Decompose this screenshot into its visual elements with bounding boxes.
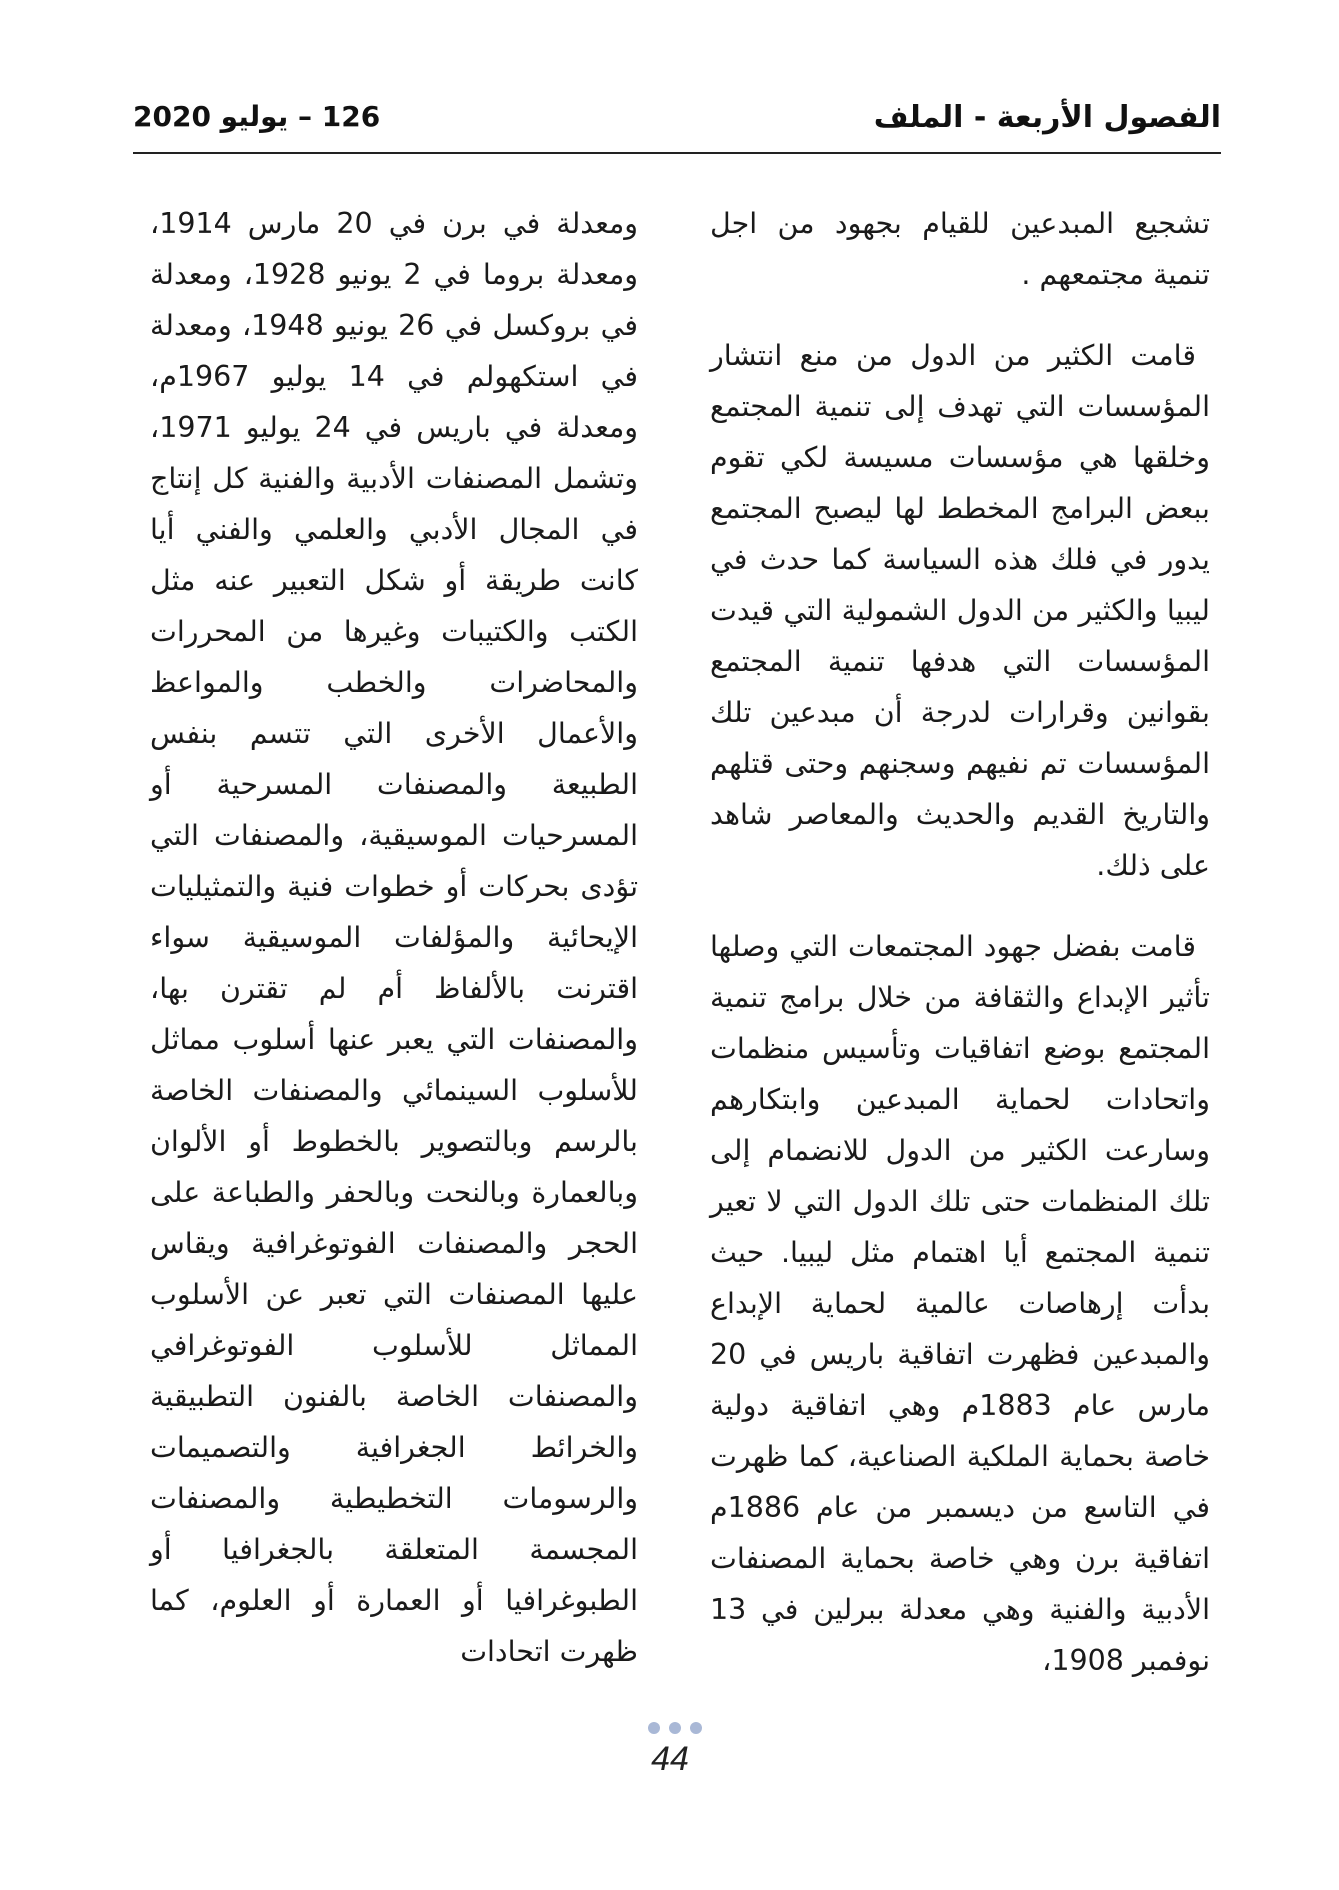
ornament-dot (690, 1722, 702, 1734)
ornament-dots (648, 1722, 708, 1736)
header-divider (133, 152, 1221, 154)
issue-info: 126 – يوليو 2020 (133, 100, 381, 133)
page-number: 44 (651, 1740, 689, 1778)
left-text-column (150, 198, 638, 1677)
paragraph: تشجيع المبدعين للقيام بجهود من اجل تنمية مجتمعهم . (710, 207, 1210, 291)
paragraph: قامت الكثير من الدول من منع انتشار المؤسسات التي تهدف إلى تنمية المجتمع وخلقها هي مؤسسات مسيسة لكي تقوم ببعض البرامج المخطط لها ليصبح المجتمع يدور في فلك هذه السياسة كما حدث في ليبيا والكثير من الدول الشمولية التي قيدت المؤسسات التي هدفها تنمية المجتمع بقوانين وقرارات لدرجة أن مبدعين تلك المؤسسات تم نفيهم وسجنهم وحتى قتلهم والتاريخ القديم والحديث والمعاصر شاهد على ذلك. (710, 339, 1210, 882)
running-header (133, 100, 1221, 152)
journal-title: الفصول الأربعة - الملف (873, 100, 1221, 135)
right-text-column (710, 198, 1210, 1686)
ornament-dot (669, 1722, 681, 1734)
paragraph: قامت بفضل جهود المجتمعات التي وصلها تأثير الإبداع والثقافة من خلال برامج تنمية المجتمع بوضع اتفاقيات وتأسيس منظمات واتحادات لحماية المبدعين وابتكارهم وسارعت الكثير من الدول للانضمام إلى تلك المنظمات حتى تلك الدول التي لا تعير تنمية المجتمع أيا اهتمام مثل ليبيا. حيث بدأت إرهاصات عالمية لحماية الإبداع والمبدعين فظهرت اتفاقية باريس في 20 مارس عام 1883م وهي اتفاقية دولية خاصة بحماية الملكية الصناعية، كما ظهرت في التاسع من ديسمبر من عام 1886م اتفاقية برن وهي خاصة بحماية المصنفات الأدبية والفنية وهي معدلة ببرلين في 13 نوفمبر 1908، (710, 930, 1210, 1677)
ornament-dot (648, 1722, 660, 1734)
paragraph: ومعدلة في برن في 20 مارس 1914، ومعدلة بروما في 2 يونيو 1928، ومعدلة في بروكسل في 26 يونيو 1948، ومعدلة في استكهولم في 14 يوليو 1967م، ومعدلة في باريس في 24 يوليو 1971، وتشمل المصنفات الأدبية والفنية كل إنتاج في المجال الأدبي والعلمي والفني أيا كانت طريقة أو شكل التعبير عنه مثل الكتب والكتيبات وغيرها من المحررات والمحاضرات والخطب والمواعظ والأعمال الأخرى التي تتسم بنفس الطبيعة والمصنفات المسرحية أو المسرحيات الموسيقية، والمصنفات التي تؤدى بحركات أو خطوات فنية والتمثيليات الإيحائية والمؤلفات الموسيقية سواء اقترنت بالألفاظ أم لم تقترن بها، والمصنفات التي يعبر عنها أسلوب مماثل للأسلوب السينمائي والمصنفات الخاصة بالرسم وبالتصوير بالخطوط أو الألوان وبالعمارة وبالنحت وبالحفر والطباعة على الحجر والمصنفات الفوتوغرافية ويقاس عليها المصنفات التي تعبر عن الأسلوب المماثل للأسلوب الفوتوغرافي والمصنفات الخاصة بالفنون التطبيقية والخرائط الجغرافية والتصميمات والرسومات التخطيطية والمصنفات المجسمة المتعلقة بالجغرافيا أو الطبوغرافيا أو العمارة أو العلوم، كما ظهرت اتحادات (150, 207, 639, 1668)
